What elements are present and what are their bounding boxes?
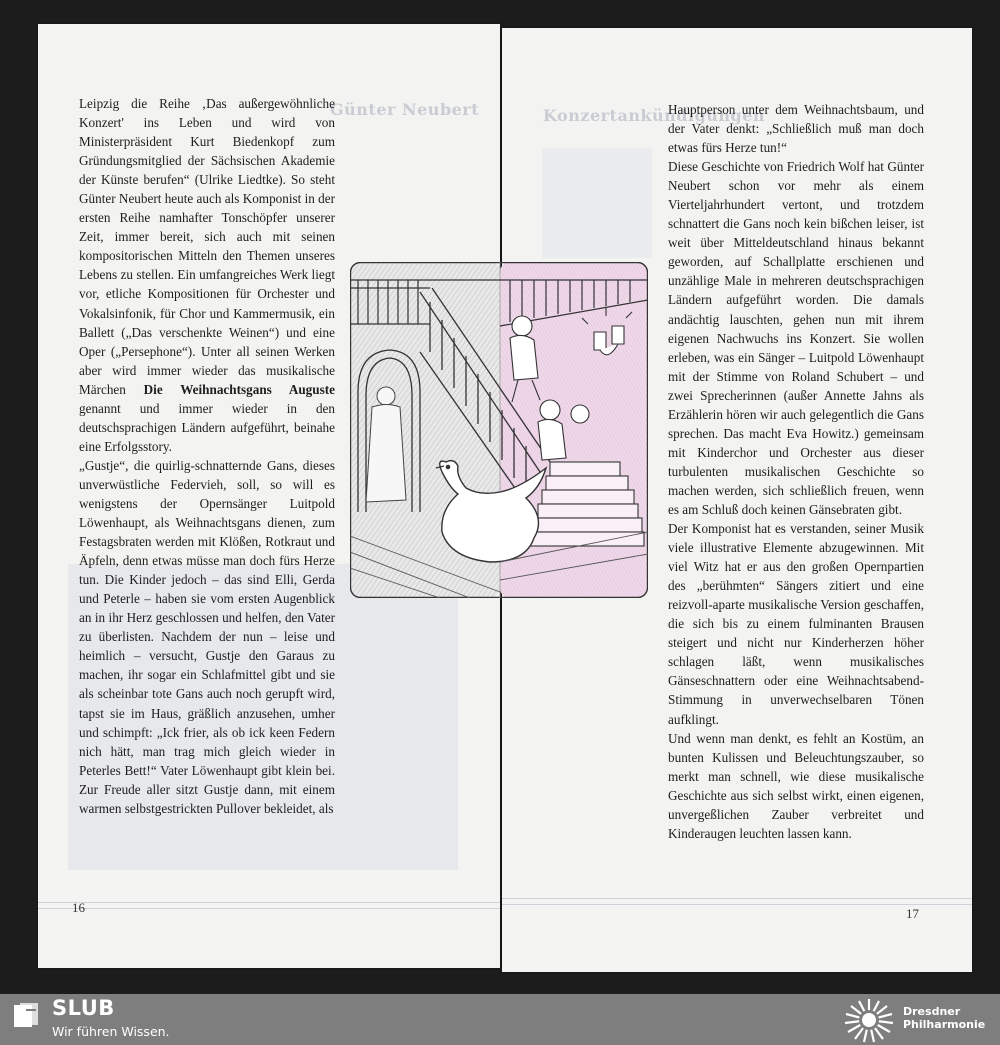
bleed-through-band bbox=[542, 148, 652, 258]
dresdner-philharmonie-emblem-icon bbox=[843, 997, 895, 1043]
paragraph: Diese Geschichte von Friedrich Wolf hat Günter Neubert schon vor mehr als einem Vierteljahrhundert vertont, und trotzdem schnattert die Gans noch kein bißchen leiser, ist weit über Mitteldeutschland hinaus bekannt geworden, auf Schallplatte erschienen und unzählige Male in mehreren deutschsprachigen Ländern aufgeführt worden. Die damals andächtig lauschten, gehen nun mit ihrem eigenen Nachwuchs ins Konzert. Sie wollen erleben, was ein Sänger – Luitpold Löwenhaupt mit der Stimme von Roland Schubert – und zwei Sprecherinnen (außer Annette Jahns als Erzählerin hören wir auch gelegentlich die Gans sprechen. Das macht Eva Howitz.) gemeinsam mit Kinderchor und Orchester aus dieser turbulenten musikalischen Geschichte so machen werden, sich schließlich freuen, wenn es am Schluß doch keinen Gänsebraten gibt. bbox=[668, 159, 924, 517]
footer-rule bbox=[38, 902, 500, 903]
brand-line: Dresdner bbox=[903, 1005, 961, 1018]
slub-brand[interactable]: SLUB bbox=[52, 996, 115, 1020]
slub-tagline: Wir führen Wissen. bbox=[52, 1024, 170, 1039]
viewer-footer bbox=[0, 994, 1000, 1045]
work-title: Die Weihnachtsgans Auguste bbox=[143, 381, 335, 397]
text-run: Leipzig die Reihe ‚Das außergewöhnliche Konzert' ins Leben und wird von Ministerpräsident Kurt Biedenkopf zum Gründungsmitglied der Sächsischen Akademie der Künste berufen“ (Ulrike Liedtke). So steht Günter Neubert heute auch als Komponist in der ersten Reihe namhafter Tonschöpfer unserer Zeit, immer bereit, sich auch mit seinen kompositorischen Mitteln den Themen unseres Lebens zu stellen. Ein umfangreiches Werk liegt vor, etliche Kompositionen für Orchester und Vokalsinfonik, für Chor und Kammermusik, ein Ballett („Das verschenkte Weinen“) und eine Oper („Persephone“). Unter all seinen Werken aber wird immer wieder das musikalische Märchen bbox=[79, 96, 335, 397]
paragraph: Der Komponist hat es verstanden, seiner Musik viele illustrative Elemente abzugewinnen. Mit viel Witz hat er aus den großen Opernpartien des „berühmten“ Sängers zitiert und eine reizvoll-aparte musikalische Version geschaffen, die sich bis zu einem fulminanten Brausen steigert und nicht nur Kinderherzen höher schlagen läßt, wenn musikalisches Gänseschnattern oder eine Weihnachtsabend-Stimmung in unverwechselbaren Tönen aufklingt. bbox=[668, 521, 924, 727]
left-page-text bbox=[79, 94, 335, 818]
staircase-goose-illustration bbox=[350, 262, 648, 598]
bleed-through-heading-left: Günter Neubert bbox=[330, 100, 480, 119]
footer-rule bbox=[38, 908, 500, 909]
slub-book-icon bbox=[12, 1001, 42, 1031]
brand-line: Philharmonie bbox=[903, 1018, 986, 1031]
paragraph: „Gustje“, die quirlig-schnatternde Gans, dieses unverwüstliche Federvieh, soll, so will es wenigstens der Opernsänger Luitpold Löwenhaupt, als Weihnachtsgans dienen, zum Festagsbraten werden mit Klößen, Rotkraut und Äpfeln, denn etwas müsse man doch fürs Herze tun. Die Kinder jedoch – das sind Elli, Gerda und Peterle – haben sie vom ersten Augenblick an in ihr Herz geschlossen und helfen, den Vater zu überlisten. Nachdem der nun – leise und heimlich – versucht, Gustje den Garaus zu machen, ihr sogar ein Schlafmittel gibt und sie als scheinbar tote Gans auch noch gerupft wird, tapst sie im Haus, gräßlich anzusehen, umher und schimpft: „Ick frier, als ob ick keen Federn nich hätt, man trag mich gleich wieder in Peterles Bett!“ Vater Löwenhaupt gibt klein bei. Zur Freude aller sitzt Gustje dann, mit einem warmen selbstgestrickten Pullover bekleidet, als bbox=[79, 457, 335, 816]
paragraph bbox=[79, 94, 335, 456]
dresdner-philharmonie-brand[interactable] bbox=[903, 1005, 985, 1031]
page-number-left: 16 bbox=[72, 900, 85, 915]
footer-rule bbox=[502, 898, 972, 899]
paragraph: Hauptperson unter dem Weihnachtsbaum, und der Vater denkt: „Schließlich muß man doch etwas fürs Herze tun!“ bbox=[668, 102, 924, 156]
text-run: genannt und immer wieder in den deutschsprachigen Ländern aufgeführt, beinahe eine Erfolgsstory. bbox=[79, 400, 335, 454]
bleed-through-heading-right: Konzertankündigungen bbox=[543, 106, 766, 125]
page-number-right: 17 bbox=[906, 906, 919, 921]
paragraph: Und wenn man denkt, es fehlt an Kostüm, an bunten Kulissen und Beleuchtungszauber, so merkt man schnell, wie diese musikalische Geschichte aus sich selbst wirkt, einen eigenen, unvergeßlichen Zauber verbreitet und Kinderaugen leuchten lassen kann. bbox=[668, 730, 924, 841]
right-page-text bbox=[668, 100, 924, 843]
footer-rule bbox=[502, 904, 972, 905]
